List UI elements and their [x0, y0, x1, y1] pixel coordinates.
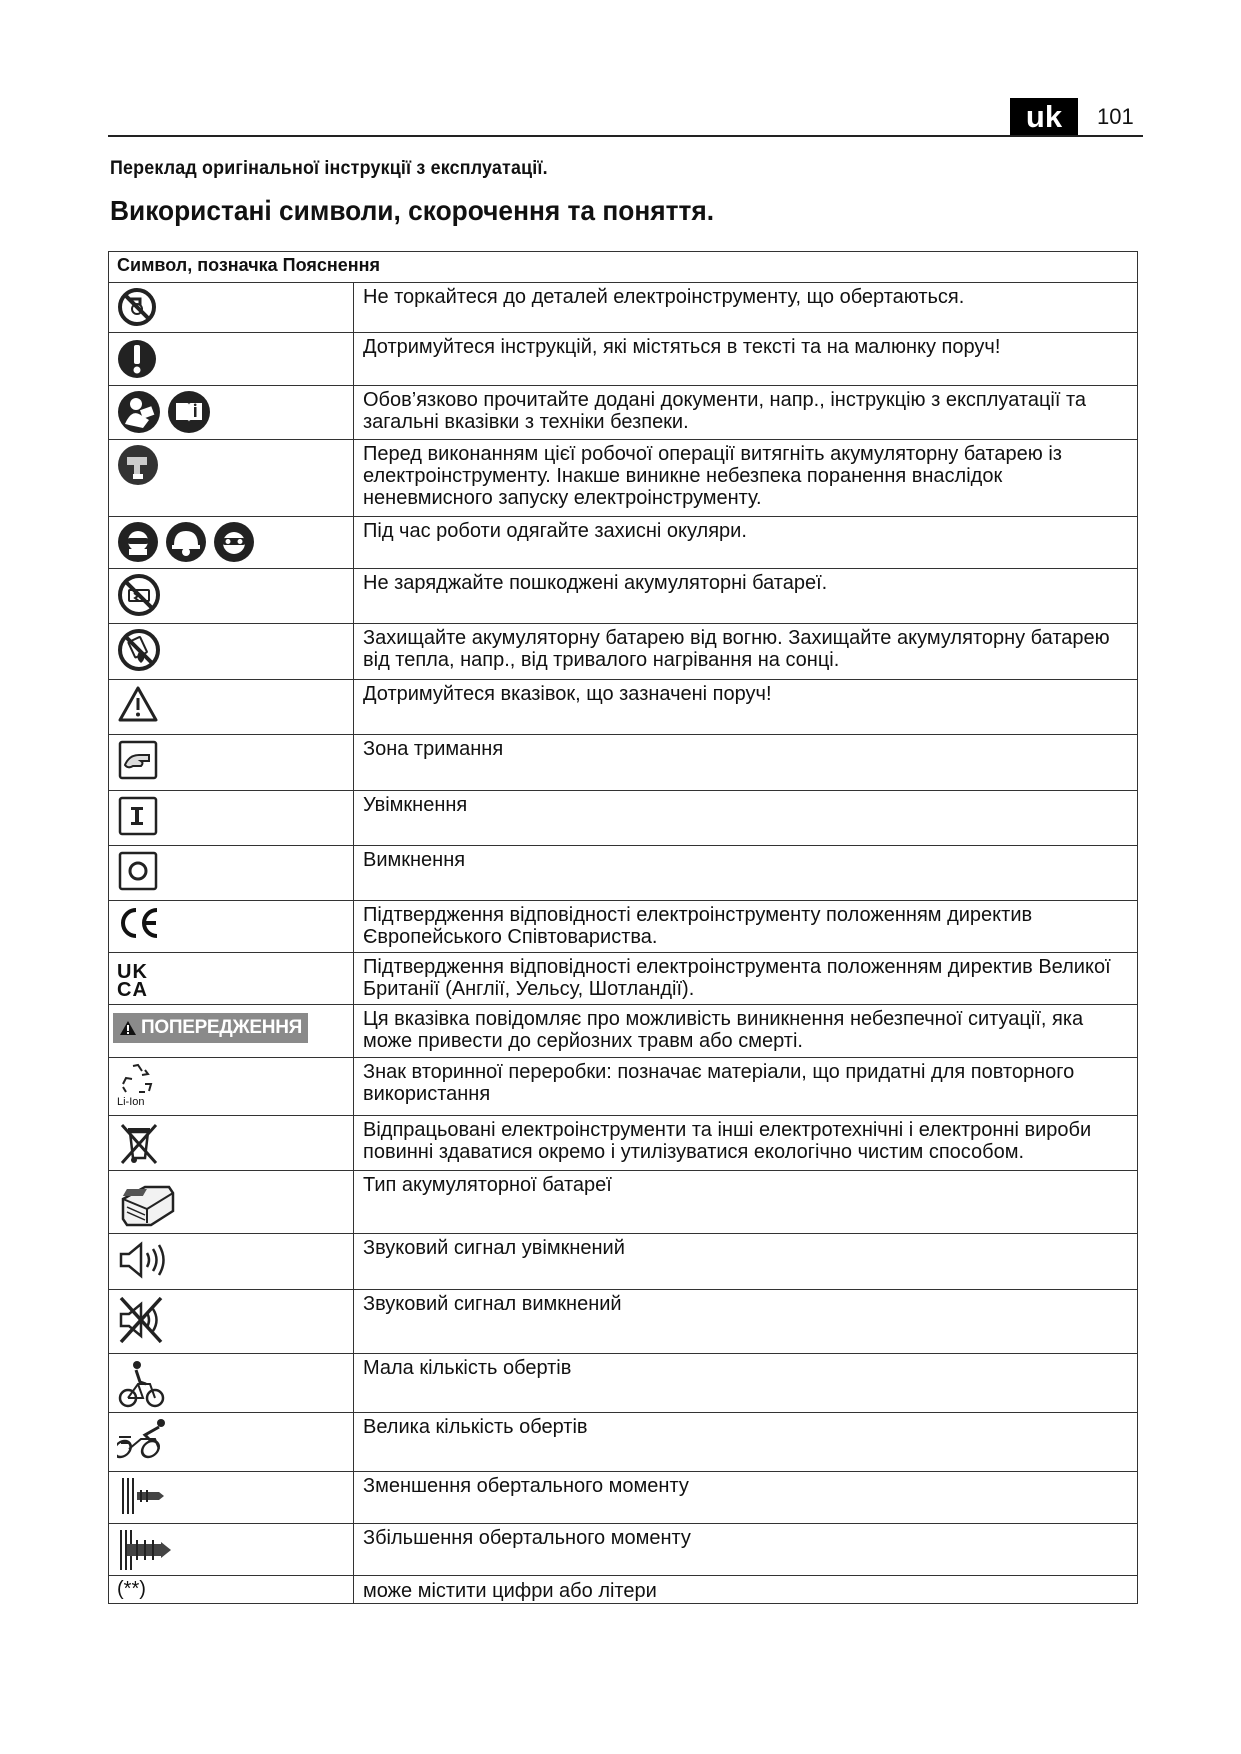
document-subtitle: Переклад оригінальної інструкції з експлуатації. [110, 158, 548, 179]
row-text: Не торкайтеся до деталей електроінструменту, що обертаються. [354, 283, 1138, 333]
row-text: Тип акумуляторної батареї [354, 1171, 1138, 1234]
read-manual-person-icon [117, 390, 161, 434]
table-row [109, 1524, 1138, 1576]
row-text: Захищайте акумуляторну батарею від вогню. Захищайте акумуляторну батарею від тепла, напр., від тривалого нагрівання на сонці. [354, 624, 1138, 680]
language-badge: uk [1010, 98, 1078, 136]
no-charge-damaged-icon [117, 573, 161, 617]
symbols-table [108, 251, 1138, 1604]
row-text: Велика кількість обертів [354, 1413, 1138, 1472]
ukca-mark: UK CA [117, 961, 148, 1001]
no-fire-icon [117, 628, 161, 672]
battery-pack-icon [117, 1175, 179, 1229]
no-touch-rotating-icon [117, 287, 157, 327]
li-ion-label: Li-Ion [117, 1096, 145, 1108]
row-text: Підтвердження відповідності електроінструменту положенням директив Європейського Співтовариства. [354, 901, 1138, 953]
table-row [109, 901, 1138, 953]
table-row [109, 1413, 1138, 1472]
grip-zone-icon [117, 739, 159, 781]
safety-goggles-icon [213, 521, 255, 563]
torque-decrease-icon [117, 1476, 165, 1516]
table-row [109, 1290, 1138, 1354]
sound-off-icon [117, 1294, 169, 1346]
row-text: Відпрацьовані електроінструменти та інші електротехнічні і електронні вироби повинні здаватися окремо і утилізуватися екологічно чистим способом. [354, 1116, 1138, 1171]
table-row [109, 1005, 1138, 1058]
row-text: Зона тримання [354, 735, 1138, 791]
row-text: Підтвердження відповідності електроінструмента положенням директив Великої Британії (Англії, Уельсу, Шотландії). [354, 953, 1138, 1005]
table-row [109, 680, 1138, 735]
power-off-icon [117, 850, 159, 892]
row-text: Мала кількість обертів [354, 1354, 1138, 1413]
recycle-icon [117, 1062, 159, 1098]
table-row [109, 1354, 1138, 1413]
row-text: Увімкнення [354, 791, 1138, 846]
table-row [109, 846, 1138, 901]
row-text: Дотримуйтеся вказівок, що зазначені поруч! [354, 680, 1138, 735]
header-rule [108, 135, 1143, 137]
table-row [109, 953, 1138, 1005]
table-row [109, 624, 1138, 680]
warning-badge [113, 1013, 308, 1043]
row-text: Знак вторинної переробки: позначає матеріали, що придатні для повторного використання [354, 1058, 1138, 1116]
table-header-row [109, 252, 1138, 283]
asterisk-label: (**) [117, 1578, 146, 1600]
row-text: Не заряджайте пошкоджені акумуляторні батареї. [354, 569, 1138, 624]
read-manual-book-icon [167, 390, 211, 434]
warning-badge-label: ПОПЕРЕДЖЕННЯ [141, 1017, 302, 1038]
table-row [109, 1171, 1138, 1234]
table-row [109, 283, 1138, 333]
table-header: Символ, позначка Пояснення [109, 252, 1138, 283]
high-speed-cyclist-icon [117, 1417, 175, 1461]
row-text: Ця вказівка повідомляє про можливість виникнення небезпечної ситуації, яка може привести до серйозних травм або смерті. [354, 1005, 1138, 1058]
row-text: Обов’язково прочитайте додані документи, напр., інструкцію з експлуатації та загальні вказівки з техніки безпеки. [354, 386, 1138, 440]
sound-on-icon [117, 1238, 167, 1282]
row-text: може містити цифри або літери [354, 1576, 1138, 1604]
table-row [109, 517, 1138, 569]
safety-glasses-helmet-icon [117, 521, 159, 563]
page-title: Використані символи, скорочення та поняття. [110, 195, 715, 226]
table-row [109, 569, 1138, 624]
safety-helmet-icon [165, 521, 207, 563]
table-row [109, 386, 1138, 440]
warning-badge-icon [119, 1020, 137, 1036]
table-row [109, 1234, 1138, 1290]
table-row [109, 1472, 1138, 1524]
page-number: 101 [1097, 104, 1134, 129]
low-speed-cyclist-icon [117, 1358, 167, 1410]
row-text: Перед виконанням цієї робочої операції витягніть акумуляторну батарею із електроінструменту. Інакше виникне небезпека поранення внаслідок неневмисного запуску електроінструменту. [354, 440, 1138, 517]
table-row [109, 791, 1138, 846]
table-row [109, 333, 1138, 386]
table-row [109, 1058, 1138, 1116]
torque-increase-icon [117, 1528, 175, 1572]
table-row [109, 440, 1138, 517]
row-text: Зменшення обертального моменту [354, 1472, 1138, 1524]
row-text: Збільшення обертального моменту [354, 1524, 1138, 1576]
row-text: Вимкнення [354, 846, 1138, 901]
table-row [109, 1576, 1138, 1604]
ce-mark-icon [117, 905, 161, 941]
row-text: Звуковий сигнал увімкнений [354, 1234, 1138, 1290]
weee-bin-icon [117, 1120, 161, 1168]
row-text: Дотримуйтеся інструкцій, які містяться в тексті та на малюнку поруч! [354, 333, 1138, 386]
power-on-icon [117, 795, 159, 837]
remove-battery-icon [117, 444, 159, 486]
row-text: Під час роботи одягайте захисні окуляри. [354, 517, 1138, 569]
table-row [109, 1116, 1138, 1171]
exclamation-icon [117, 337, 157, 381]
warning-triangle-icon [117, 684, 159, 724]
row-text: Звуковий сигнал вимкнений [354, 1290, 1138, 1354]
table-row [109, 735, 1138, 791]
